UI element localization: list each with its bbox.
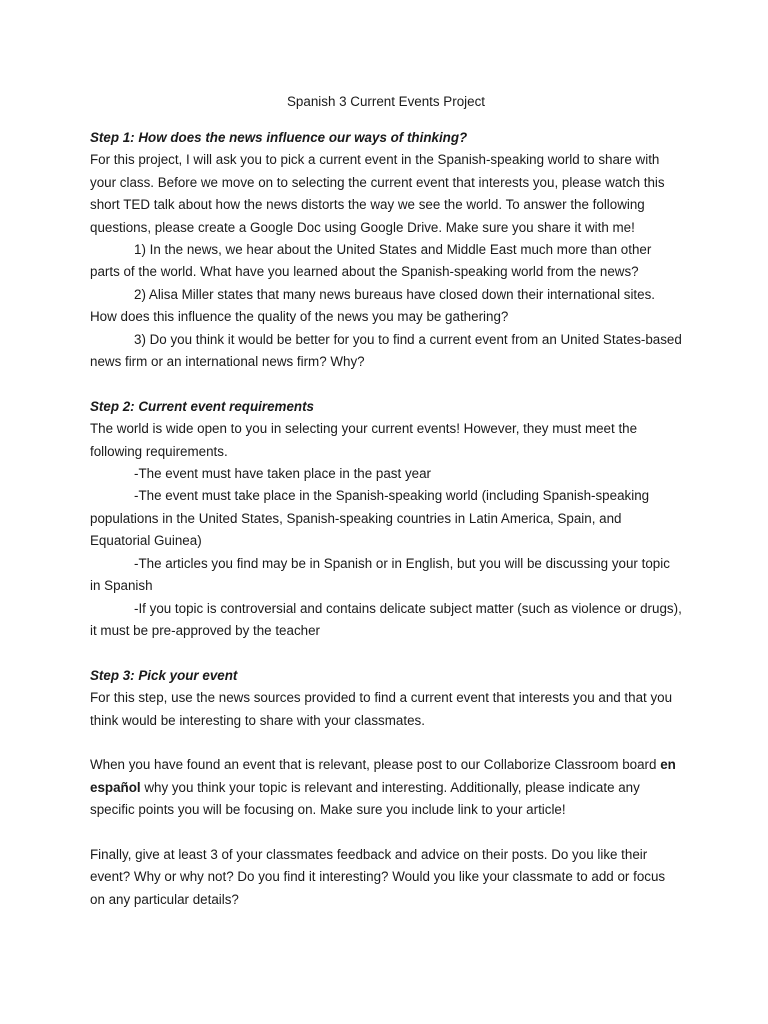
spacer [90,373,682,395]
step3-heading: Step 3: Pick your event [90,667,238,683]
step2-requirement-3: -The articles you find may be in Spanish or in English, but you will be discussing your topic in Spanish [90,555,670,594]
step2-requirement-2: -The event must take place in the Spanish-speaking world (including Spanish-speaking populations in the United States, Spanish-speaking countries in Latin America, Spain, and Equatorial Guinea) [90,488,650,549]
step2-heading: Step 2: Current event requirements [90,398,314,414]
step1-question-2: 2) Alisa Miller states that many news bureaus have closed down their international sites. How does this influence the quality of the news you may be gathering? [90,286,656,325]
step3-paragraph-2-end: why you think your topic is relevant and interesting. Additionally, please indicate any specific points you will be focusing on. Make sure you include link to your article! [90,779,640,818]
step2-requirement-4: -If you topic is controversial and contains delicate subject matter (such as violence or drugs), it must be pre-approved by the teacher [90,600,682,638]
step1-question-1: 1) In the news, we hear about the United States and Middle East much more than other parts of the world. What have you learned about the Spanish-speaking world from the news? [90,242,652,280]
spacer [90,732,682,754]
step1-heading: Step 1: How does the news influence our ways of thinking? [90,130,468,145]
step2-intro: The world is wide open to you in selecting your current events! However, they must meet the following requirements. [90,421,638,459]
step3-paragraph-2-start: When you have found an event that is relevant, please post to our Collaborize Classroom board [90,757,661,773]
step1-section [90,127,682,373]
step1-intro: For this project, I will ask you to pick a current event in the Spanish-speaking world to share with your class. Before we move on to selecting the current event that interests you, please watch this short TED talk about how the news distorts the way we see the world. To answer the following questions, please create a Google Doc using Google Drive. Make sure you share it with me! [90,152,665,235]
step2-section [90,396,682,642]
spacer [90,642,682,664]
en-espanol-emphasis: en español [90,757,676,795]
document-title: Spanish 3 Current Events Project [287,94,485,109]
step2-requirement-1: -The event must have taken place in the past year [134,466,431,482]
step3-paragraph-2 [90,754,682,821]
step3-paragraph-3: Finally, give at least 3 of your classmates feedback and advice on their posts. Do you like their event? Why or why not? Do you find it interesting? Would you like your classmate to add or focus on any particular details? [90,846,666,907]
step1-question-3: 3) Do you think it would be better for you to find a current event from an United States-based news firm or an international news firm? Why? [90,331,682,370]
step3-paragraph-1: For this step, use the news sources provided to find a current event that interests you and that you think would be interesting to share with your classmates. [90,690,673,728]
step3-section [90,665,682,911]
spacer [90,822,682,844]
